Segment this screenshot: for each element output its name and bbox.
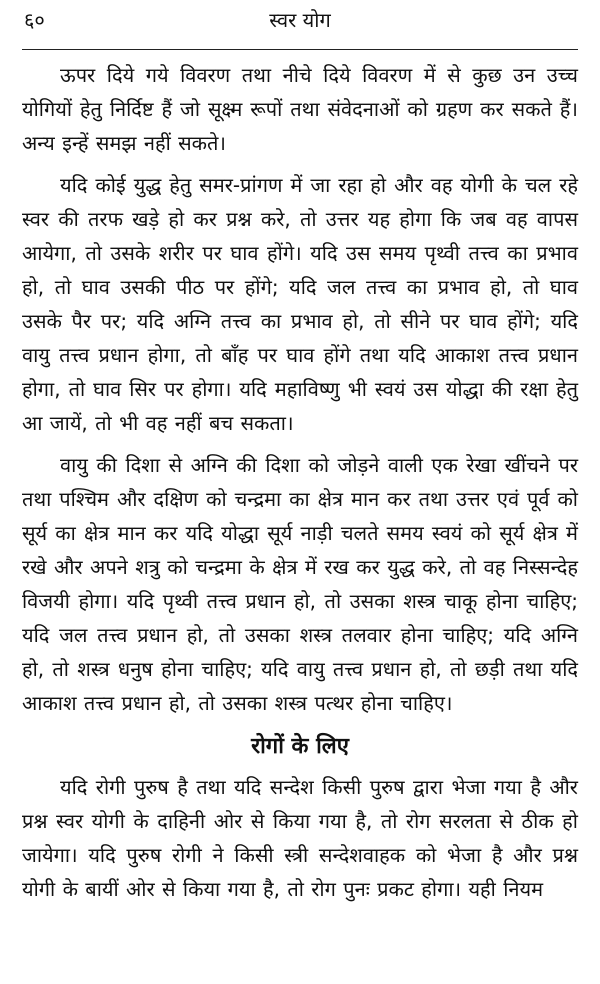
section-paragraph: यदि रोगी पुरुष है तथा यदि सन्देश किसी पुरुष द्वारा भेजा गया है और प्रश्न स्वर योगी के दाहिनी ओर से किया गया है, तो रोग सरलता से ठीक हो जायेगा। यदि पुरुष रोगी ने किसी स्त्री सन्देशवाहक को भेजा है और प्रश्न योगी के बायीं ओर से किया गया है, तो रोग पुनः प्रकट होगा। यही नियम [22,775,578,901]
page-header [24,4,576,44]
running-title: स्वर योग [269,8,331,32]
section-heading: रोगों के लिए [251,734,349,759]
page-body [22,58,578,914]
paragraph-3: वायु की दिशा से अग्नि की दिशा को जोड़ने वाली एक रेखा खींचने पर तथा पश्चिम और दक्षिण को चन्द्रमा का क्षेत्र मान कर तथा उत्तर एवं पूर्व को सूर्य का क्षेत्र मान कर यदि योद्धा सूर्य नाड़ी चलते समय स्वयं को सूर्य क्षेत्र में रखे और अपने शत्रु को चन्द्रमा के क्षेत्र में रख कर युद्ध करे, तो वह निस्सन्देह विजयी होगा। यदि पृथ्वी तत्त्व प्रधान हो, तो उसका शस्त्र चाकू होना चाहिए; यदि जल तत्त्व प्रधान हो, तो उसका शस्त्र तलवार होना चाहिए; यदि अग्नि हो, तो शस्त्र धनुष होना चाहिए; यदि वायु तत्त्व प्रधान हो, तो छड़ी तथा यदि आकाश तत्त्व प्रधान हो, तो उसका शस्त्र पत्थर होना चाहिए। [22,453,578,715]
paragraph-2: यदि कोई युद्ध हेतु समर-प्रांगण में जा रहा हो और वह योगी के चल रहे स्वर की तरफ खड़े हो कर प्रश्न करे, तो उत्तर यह होगा कि जब वह वापस आयेगा, तो उसके शरीर पर घाव होंगे। यदि उस समय पृथ्वी तत्त्व का प्रभाव हो, तो घाव उसकी पीठ पर होंगे; यदि जल तत्त्व का प्रभाव हो, तो घाव उसके पैर पर; यदि अग्नि तत्त्व का प्रभाव हो, तो सीने पर घाव होंगे; यदि वायु तत्त्व प्रधान होगा, तो बाँह पर घाव होंगे तथा यदि आकाश तत्त्व प्रधान होगा, तो घाव सिर पर होगा। यदि महाविष्णु भी स्वयं उस योद्धा की रक्षा हेतु आ जायें, तो भी वह नहीं बच सकता। [22,173,578,435]
page-number: ६० [24,8,45,32]
paragraph-1: ऊपर दिये गये विवरण तथा नीचे दिये विवरण में से कुछ उन उच्च योगियों हेतु निर्दिष्ट हैं जो सूक्ष्म रूपों तथा संवेदनाओं को ग्रहण कर सकते हैं। अन्य इन्हें समझ नहीं सकते। [22,63,578,155]
header-divider [22,49,578,50]
